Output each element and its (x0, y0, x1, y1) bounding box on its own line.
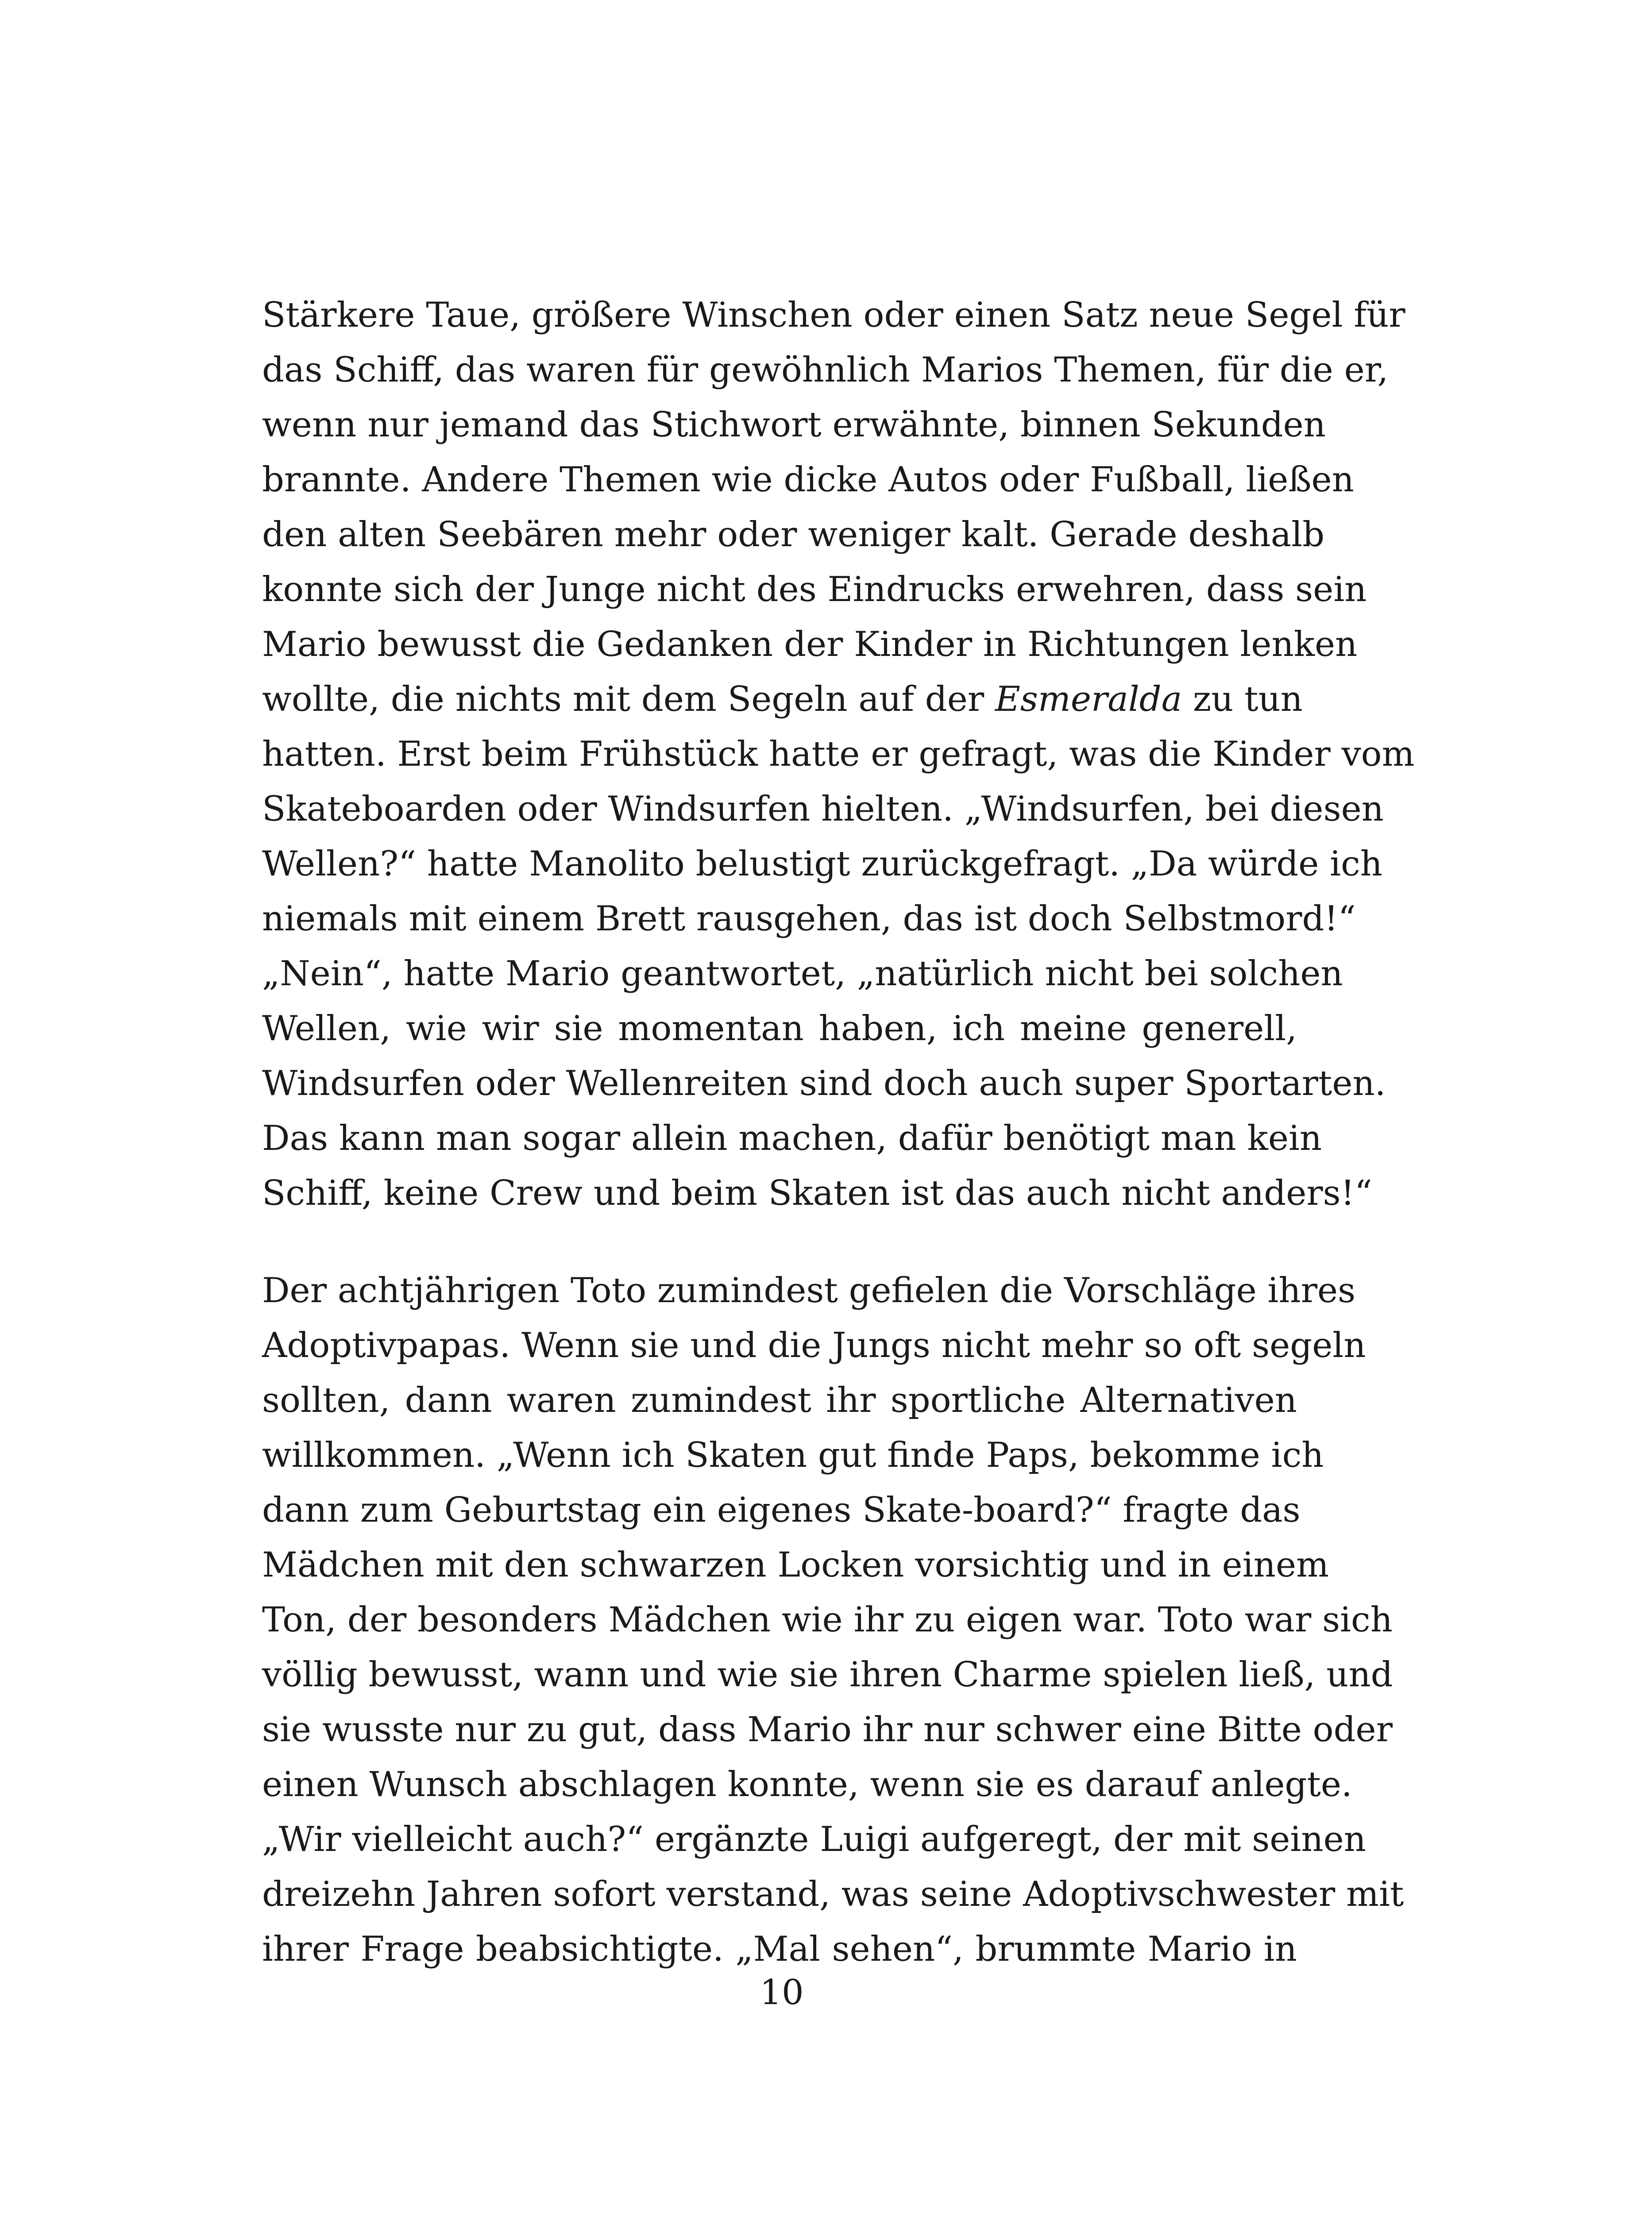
text-line: Schiff, keine Crew und beim Skaten ist das auch nicht anders!“ (262, 1173, 1372, 1213)
text-line: sollten, dann waren zumindest ihr sportliche Alternativen (262, 1380, 1297, 1420)
text-line: Wellen, wie wir sie momentan haben, ich meine generell, (262, 1009, 1297, 1049)
page-number: 10 (760, 1973, 804, 2013)
text-line: wollte, die nichts mit dem Segeln auf der Esmeralda zu tun (262, 679, 1303, 719)
text-line: „Nein“, hatte Mario geantwortet, „natürlich nicht bei solchen (262, 954, 1343, 994)
text-line: Windsurfen oder Wellenreiten sind doch auch super Sportarten. (262, 1064, 1386, 1103)
text-line: dann zum Geburtstag ein eigenes Skate-board?“ fragte das (262, 1490, 1301, 1530)
text-line: Der achtjährigen Toto zumindest gefielen die Vorschläge ihres (262, 1271, 1356, 1311)
text-line: Mädchen mit den schwarzen Locken vorsichtig und in einem (262, 1545, 1329, 1585)
text-line: Das kann man sogar allein machen, dafür benötigt man kein (262, 1118, 1322, 1158)
text-line: hatten. Erst beim Frühstück hatte er gefragt, was die Kinder vom (262, 734, 1415, 774)
text-line: dreizehn Jahren sofort verstand, was seine Adoptivschwester mit (262, 1874, 1404, 1914)
text-line: sie wusste nur zu gut, dass Mario ihr nur schwer eine Bitte oder (262, 1710, 1393, 1750)
text-line: Wellen?“ hatte Manolito belustigt zurückgefragt. „Da würde ich (262, 844, 1383, 884)
text-line: völlig bewusst, wann und wie sie ihren Charme spielen ließ, und (262, 1655, 1393, 1695)
text-line: Ton, der besonders Mädchen wie ihr zu eigen war. Toto war sich (262, 1600, 1393, 1640)
text-line: einen Wunsch abschlagen konnte, wenn sie es darauf anlegte. (262, 1765, 1352, 1804)
text-line: Skateboarden oder Windsurfen hielten. „Windsurfen, bei diesen (262, 789, 1384, 829)
text-line: brannte. Andere Themen wie dicke Autos oder Fußball, ließen (262, 460, 1354, 500)
text-line: den alten Seebären mehr oder weniger kalt. Gerade deshalb (262, 515, 1325, 555)
text-line: niemals mit einem Brett rausgehen, das ist doch Selbstmord!“ (262, 899, 1356, 939)
text-line: Stärkere Taue, größere Winschen oder einen Satz neue Segel für (262, 295, 1405, 335)
text-line: Adoptivpapas. Wenn sie und die Jungs nicht mehr so oft segeln (262, 1326, 1366, 1365)
text-line: „Wir vielleicht auch?“ ergänzte Luigi aufgeregt, der mit seinen (262, 1820, 1366, 1859)
text-line: willkommen. „Wenn ich Skaten gut finde Paps, bekomme ich (262, 1435, 1324, 1475)
text-line: ihrer Frage beabsichtigte. „Mal sehen“, brummte Mario in (262, 1929, 1297, 1969)
text-line: das Schiff, das waren für gewöhnlich Marios Themen, für die er, (262, 350, 1389, 390)
text-line: konnte sich der Junge nicht des Eindrucks erwehren, dass sein (262, 570, 1367, 609)
ship-name: Esmeralda (995, 679, 1182, 719)
text-line: Mario bewusst die Gedanken der Kinder in Richtungen lenken (262, 625, 1358, 664)
text-line: wenn nur jemand das Stichwort erwähnte, binnen Sekunden (262, 405, 1326, 445)
